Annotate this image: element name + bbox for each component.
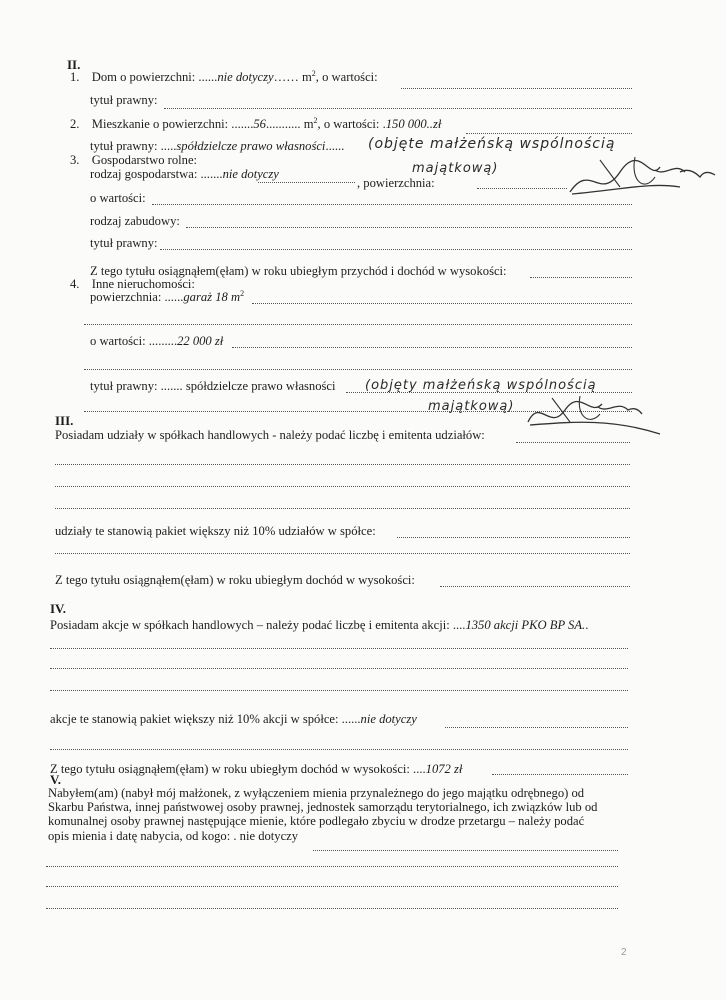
farm-type-dots xyxy=(258,182,355,183)
other-value-dots xyxy=(232,347,632,348)
handwritten-note-other: (objęty małżeńską wspólnością xyxy=(365,378,597,393)
acquisition-paragraph xyxy=(48,786,630,843)
farm-title-label: tytuł prawny: xyxy=(90,236,158,250)
flat-title-label: tytuł prawny: ..... xyxy=(90,139,177,153)
item-1-line xyxy=(70,70,378,85)
farm-label: Gospodarstwo rolne: xyxy=(91,153,198,167)
acquisition-dots xyxy=(313,850,618,851)
shares-blank-dots-2 xyxy=(55,486,630,487)
stocks-blank-dots-3 xyxy=(50,690,628,691)
flat-value-label: , o wartości: . xyxy=(317,117,386,131)
farm-value-dots xyxy=(152,204,632,205)
stocks-pakiet-label: akcje te stanowią pakiet większy niż 10% akcji w spółce: ...... xyxy=(50,712,361,726)
shares-dots xyxy=(516,442,630,443)
unit-superscript: 2 xyxy=(311,68,316,78)
acquisition-blank-dots-1 xyxy=(46,866,618,867)
stocks-blank-dots-1 xyxy=(50,648,628,649)
other-value: 22 000 zł xyxy=(177,334,224,348)
item-number: 2. xyxy=(70,117,80,131)
section-ii-heading: II. xyxy=(67,57,81,72)
flat-area-unit: ........... m xyxy=(265,117,314,131)
other-area-value: garaż 18 m xyxy=(183,290,241,304)
item-3-line xyxy=(70,153,197,168)
stocks-text-line: Posiadam akcje w spółkach handlowych – należy podać liczbę i emitenta akcji: ....1350 akcji PKO BP SA.. xyxy=(50,618,589,632)
handwritten-note-other-2: majątkową) xyxy=(428,399,515,414)
farm-income-dots xyxy=(530,277,632,278)
stocks-value: 1350 akcji PKO BP SA. xyxy=(465,618,586,632)
other-value-label: o wartości: ......... xyxy=(90,334,178,348)
signature-1 xyxy=(560,152,720,212)
shares-income-dots xyxy=(440,586,630,587)
other-property-label: Inne nieruchomości: xyxy=(91,277,195,291)
shares-pakiet-label: udziały te stanowią pakiet większy niż 10% udziałów w spółce: xyxy=(55,524,376,538)
stocks-pakiet-dots xyxy=(445,727,628,728)
shares-income-label: Z tego tytułu osiągnąłem(ęłam) w roku ubiegłym dochód w wysokości: xyxy=(55,573,415,587)
item-number: 4. xyxy=(70,277,80,291)
shares-blank-dots-1 xyxy=(55,464,630,465)
shares-text: Posiadam udziały w spółkach handlowych - należy podać liczbę i emitenta udziałów: xyxy=(55,428,485,442)
section-v-heading: V. xyxy=(50,772,61,787)
flat-value: 150 000..zł xyxy=(385,117,442,131)
unit-superscript: 2 xyxy=(313,115,318,125)
house-area-unit: …… m xyxy=(273,70,312,84)
item-number: 1. xyxy=(70,70,80,84)
other-area-label: powierzchnia: ...... xyxy=(90,290,184,304)
other-blank-dots-2 xyxy=(84,369,632,370)
house-value-label: , o wartości: xyxy=(315,70,378,84)
flat-area-value: 56 xyxy=(253,117,266,131)
acquisition-blank-dots-2 xyxy=(46,886,618,887)
section-iv-heading: IV. xyxy=(50,601,67,616)
handwritten-note-flat: (objęte małżeńską wspólnością xyxy=(368,136,616,152)
farm-income-label: Z tego tytułu osiągnąłem(ęłam) w roku ubiegłym przychód i dochód w wysokości: xyxy=(90,264,507,278)
stocks-income-line xyxy=(50,762,462,777)
stocks-pakiet-value: nie dotyczy xyxy=(360,712,417,726)
farm-build-label: rodzaj zabudowy: xyxy=(90,214,180,228)
house-area-value: nie dotyczy xyxy=(217,70,274,84)
farm-build-dots xyxy=(186,227,632,228)
item-number: 3. xyxy=(70,153,80,167)
stocks-income-dots xyxy=(492,774,628,775)
item-2-line xyxy=(70,117,441,132)
flat-title-value: spółdzielcze prawo własności xyxy=(176,139,326,153)
signature-2 xyxy=(520,392,670,452)
page-number: 2 xyxy=(621,947,627,958)
flat-title-line: tytuł prawny: .....spółdzielcze prawo własności...... xyxy=(90,139,345,153)
acquisition-line-2: Skarbu Państwa, innej państwowej osoby prawnej, jednostek samorządu terytorialnego, ich związków lub od xyxy=(48,800,598,815)
section-iii-heading: III. xyxy=(55,413,74,428)
shares-blank-dots-4 xyxy=(55,553,630,554)
stocks-blank-dots-2 xyxy=(50,668,628,669)
acquisition-line-4: opis mienia i datę nabycia, od kogo: . nie dotyczy xyxy=(48,828,299,843)
acquisition-blank-dots-3 xyxy=(46,908,618,909)
house-title-dots xyxy=(164,108,632,109)
unit-superscript: 2 xyxy=(240,288,245,298)
farm-value-label: o wartości: xyxy=(90,191,146,205)
shares-pakiet-dots xyxy=(397,537,630,538)
other-area-line xyxy=(90,290,244,305)
farm-type-value: nie dotyczy xyxy=(222,167,279,181)
acquisition-line-3: komunalnej osoby prawnej następujące mienie, które podlegało zbyciu w drodze przetargu – należy podać xyxy=(48,814,585,829)
farm-type-line xyxy=(90,167,279,182)
house-title-label: tytuł prawny: xyxy=(90,93,158,107)
farm-area-dots xyxy=(477,188,567,189)
other-blank-dots-1 xyxy=(84,324,632,325)
stocks-blank-dots-4 xyxy=(50,749,628,750)
farm-title-dots xyxy=(160,249,632,250)
stocks-income-label: Z tego tytułu osiągnąłem(ęłam) w roku ubiegłym dochód w wysokości: .... xyxy=(50,762,426,776)
stocks-pakiet-line xyxy=(50,712,417,727)
handwritten-note-flat-2: majątkową) xyxy=(412,161,499,176)
stocks-text: Posiadam akcje w spółkach handlowych – należy podać liczbę i emitenta akcji: .... xyxy=(50,618,466,632)
house-value-dots xyxy=(401,88,632,89)
house-area-label: Dom o powierzchni: ...... xyxy=(91,70,218,84)
other-value-line xyxy=(90,334,223,349)
flat-value-dots xyxy=(466,133,632,134)
flat-area-label: Mieszkanie o powierzchni: ....... xyxy=(91,117,254,131)
other-area-dots xyxy=(252,303,632,304)
acquisition-line-1: Nabyłem(am) (nabył mój małżonek, z wyłączeniem mienia przynależnego do jego majątku odrębnego) od xyxy=(48,786,585,800)
stocks-income-value: 1072 zł xyxy=(425,762,463,776)
other-title-label: tytuł prawny: ....... spółdzielcze prawo własności xyxy=(90,379,336,393)
farm-type-label: rodzaj gospodarstwa: ....... xyxy=(90,167,223,181)
farm-area-label: , powierzchnia: xyxy=(357,176,435,190)
shares-blank-dots-3 xyxy=(55,508,630,509)
